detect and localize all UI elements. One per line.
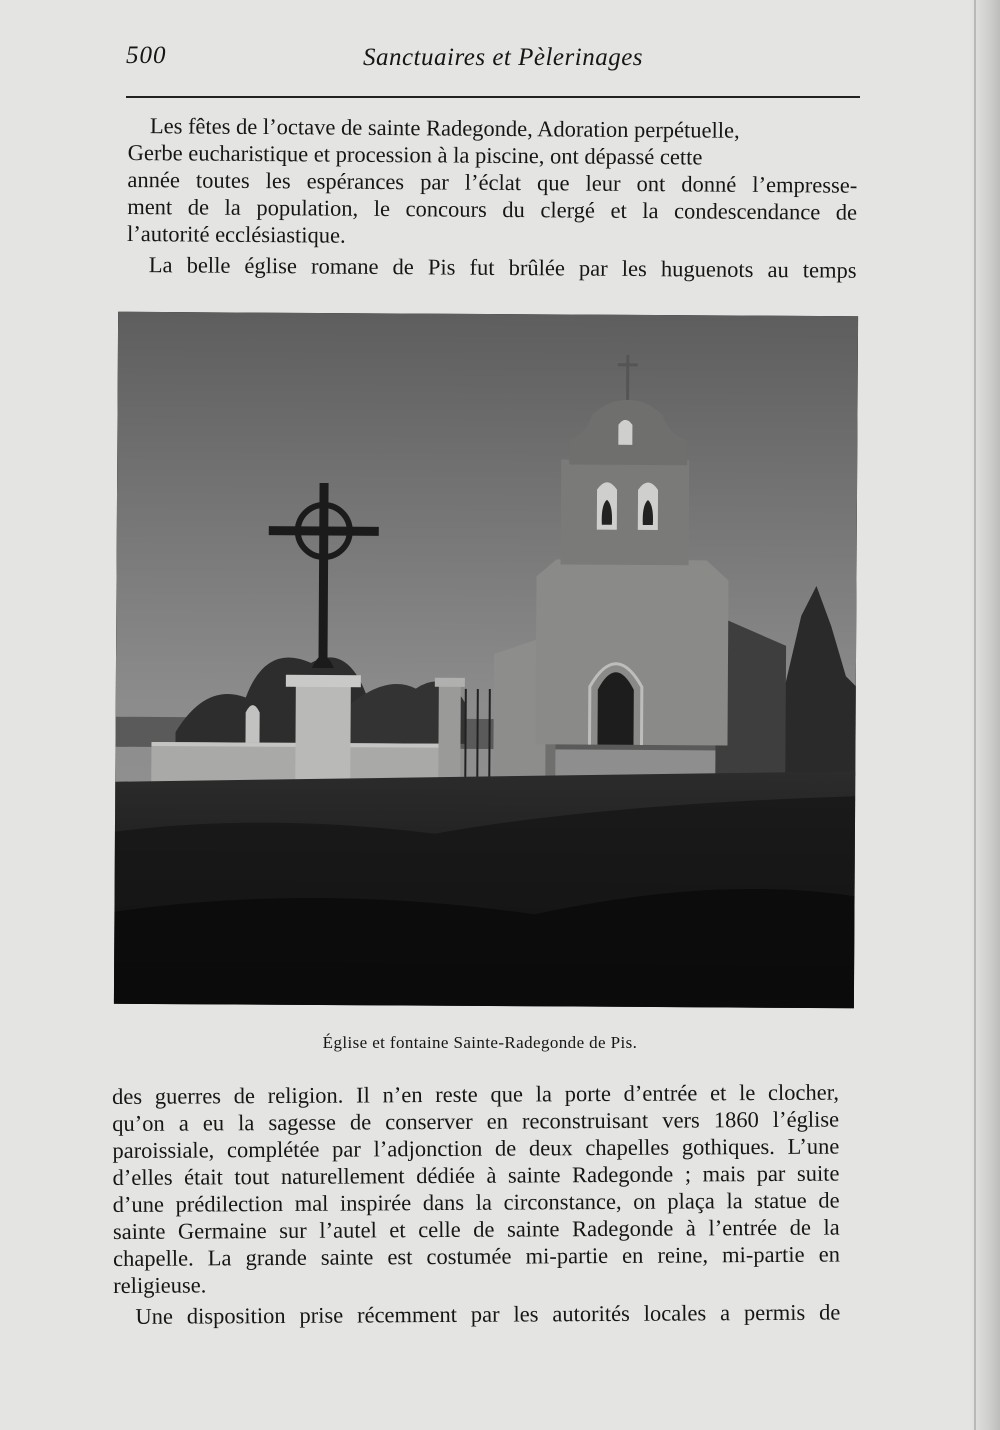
text-line: sainte Germaine sur l’autel et celle de sainte Radegonde à l’entrée de la: [112, 1214, 840, 1244]
page-edge-shadow: [972, 0, 1000, 1430]
text-line: des guerres de religion. Il n’en reste que la porte d’entrée et le clocher,: [112, 1079, 840, 1109]
church-photograph: [114, 312, 858, 1009]
paragraph-religious-wars: [112, 1079, 840, 1330]
text-line: année toutes les espérances par l’éclat que leur ont donné l’empresse-: [127, 166, 858, 198]
text-line: Une disposition prise récemment par les autorités locales a permis de: [135, 1299, 841, 1329]
text-line: religieuse.: [113, 1272, 207, 1298]
text-line: d’une prédilection mal inspirée dans la circonstance, on plaça la statue de: [112, 1187, 840, 1217]
page-edge-line: [974, 0, 976, 1430]
text-line: paroissiale, complétée par l’adjonction de deux chapelles gothiques. L’une: [112, 1133, 840, 1163]
page-header: [126, 40, 860, 80]
text-line: l’autorité ecclésiastique.: [126, 220, 346, 248]
text-line: chapelle. La grande sainte est costumée mi-partie en reine, mi-partie en: [112, 1241, 840, 1271]
text-line: Les fêtes de l’octave de sainte Radegonde, Adoration perpétuelle,: [149, 113, 740, 143]
page-number: 500: [126, 42, 167, 69]
text-line: qu’on a eu la sagesse de conserver en reconstruisant vers 1860 l’église: [112, 1106, 840, 1136]
header-rule: [126, 96, 860, 98]
text-line: La belle église romane de Pis fut brûlée par les huguenots au temps: [148, 252, 857, 283]
text-line: ment de la population, le concours du clergé et la condescendance de: [127, 193, 858, 225]
text-line: Gerbe eucharistique et procession à la piscine, ont dépassé cette: [127, 139, 703, 170]
running-title: Sanctuaires et Pèlerinages: [362, 44, 644, 71]
paragraph-octave-feasts: [127, 112, 858, 284]
figure-caption: Église et fontaine Sainte-Radegonde de Pis.: [322, 1033, 638, 1052]
text-line: d’elles était tout naturellement dédiée à sainte Radegonde ; mais par suite: [112, 1160, 840, 1190]
